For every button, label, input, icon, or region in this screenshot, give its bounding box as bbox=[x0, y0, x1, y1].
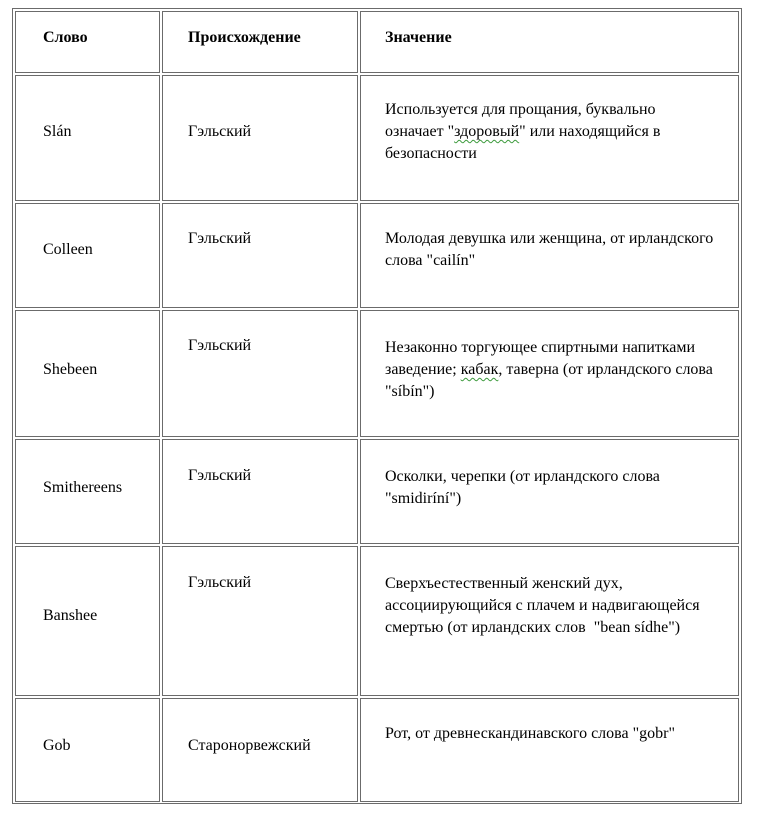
table-row-6-word-cell bbox=[15, 698, 160, 802]
header-origin-cell bbox=[162, 11, 358, 73]
table-row-5-meaning-cell bbox=[360, 546, 739, 696]
origin-text: Гэльский bbox=[188, 123, 252, 140]
table-row-2-meaning-cell bbox=[360, 203, 739, 308]
spellcheck-marked-word: здоровый bbox=[454, 123, 520, 140]
table-row-4-origin-cell bbox=[162, 439, 358, 544]
word-text: Smithereens bbox=[43, 479, 123, 496]
origin-text: Гэльский bbox=[188, 230, 252, 247]
table-row-5-origin-cell bbox=[162, 546, 358, 696]
table-row-2-origin-cell bbox=[162, 203, 358, 308]
table-row-4-meaning-cell bbox=[360, 439, 739, 544]
origin-text: Старонорвежский bbox=[188, 737, 311, 754]
header-meaning-cell bbox=[360, 11, 739, 73]
origin-text: Гэльский bbox=[188, 574, 252, 591]
table-row-3-meaning-cell bbox=[360, 310, 739, 437]
header-word-cell bbox=[15, 11, 160, 73]
meaning-text: Используется для прощания, буквально означает "здоровый" или находящийся в безопасности bbox=[385, 101, 661, 162]
header-word: Слово bbox=[43, 29, 88, 46]
table-row-6-meaning-cell bbox=[360, 698, 739, 802]
spellcheck-marked-word: кабак bbox=[460, 361, 499, 378]
table-row-1-meaning-cell bbox=[360, 75, 739, 201]
meaning-text: Осколки, черепки (от ирландского слова "smidiríní") bbox=[385, 468, 660, 507]
word-text: Slán bbox=[43, 123, 72, 140]
header-origin: Происхождение bbox=[188, 29, 301, 46]
word-text: Gob bbox=[43, 737, 71, 754]
table-row-6-origin-cell bbox=[162, 698, 358, 802]
table-row-5-word-cell bbox=[15, 546, 160, 696]
table-row-3-word-cell bbox=[15, 310, 160, 437]
word-text: Shebeen bbox=[43, 361, 98, 378]
table-row-2-word-cell bbox=[15, 203, 160, 308]
origin-text: Гэльский bbox=[188, 337, 252, 354]
table-row-3-origin-cell bbox=[162, 310, 358, 437]
table-row-1-word-cell bbox=[15, 75, 160, 201]
meaning-text: Сверхъестественный женский дух, ассоциирующийся с плачем и надвигающейся смертью (от ирландских слов "bean sídhe") bbox=[385, 575, 704, 636]
meaning-text: Молодая девушка или женщина, от ирландского слова "cailín" bbox=[385, 230, 714, 269]
origin-text: Гэльский bbox=[188, 467, 252, 484]
table-row-4-word-cell bbox=[15, 439, 160, 544]
meaning-text: Рот, от древнескандинавского слова "gobr" bbox=[385, 725, 675, 742]
header-meaning: Значение bbox=[385, 29, 452, 46]
table-row-1-origin-cell bbox=[162, 75, 358, 201]
word-text: Colleen bbox=[43, 241, 93, 258]
word-text: Banshee bbox=[43, 607, 98, 624]
meaning-text: Незаконно торгующее спиртными напитками заведение; кабак, таверна (от ирландского слова "síbín") bbox=[385, 339, 713, 400]
